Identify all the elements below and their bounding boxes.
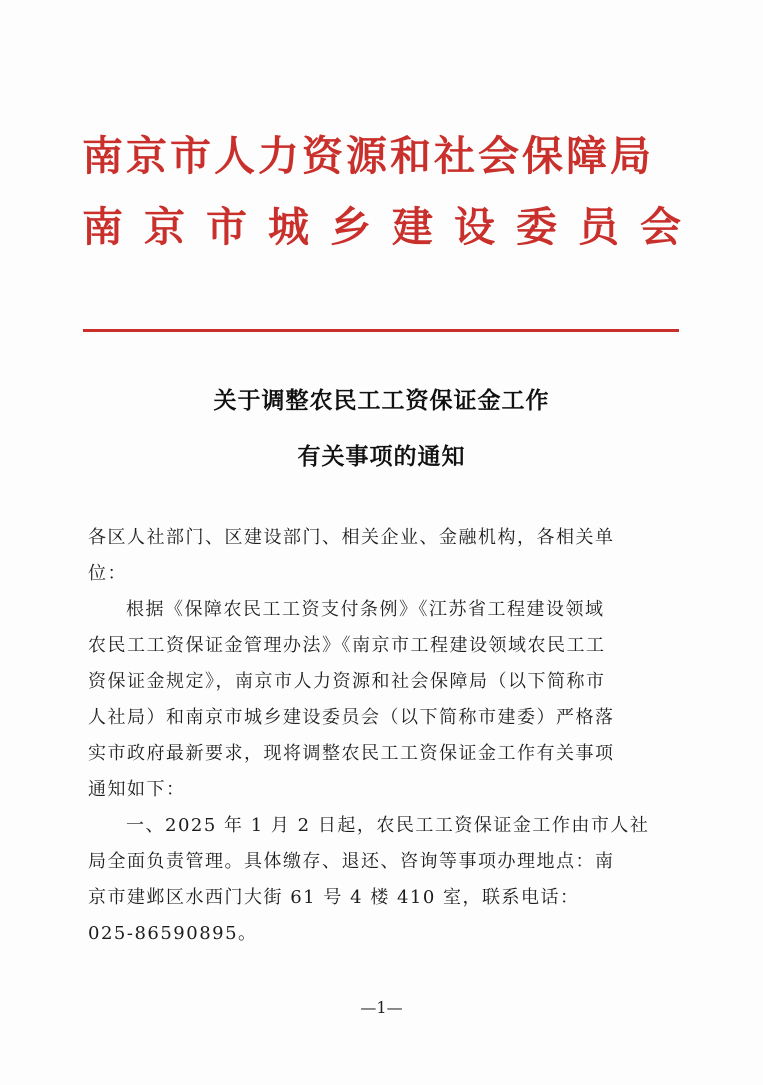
- body-line: 实市政府最新要求，现将调整农民工工资保证金工作有关事项: [88, 743, 615, 764]
- body-line: 各区人社部门、区建设部门、相关企业、金融机构，各相关单: [88, 527, 615, 548]
- document-title-line-1: 关于调整农民工工资保证金工作: [213, 387, 550, 414]
- body-line: 025-86590895。: [88, 923, 258, 944]
- body-line: 一、2025 年 1 月 2 日起，农民工工资保证金工作由市人社: [126, 815, 650, 836]
- page-number: —1—: [360, 998, 403, 1017]
- red-header-divider: [83, 329, 679, 332]
- body-line: 资保证金规定》，南京市人力资源和社会保障局（以下简称市: [88, 671, 606, 692]
- document-title-line-2: 有关事项的通知: [297, 443, 466, 470]
- document-body: [88, 520, 678, 952]
- body-line: 京市建邺区水西门大街 61 号 4 楼 410 室，联系电话：: [88, 887, 580, 908]
- body-line: 局全面负责管理。具体缴存、退还、咨询等事项办理地点：南: [88, 851, 615, 872]
- issuer-name-hrss: 南京市人力资源和社会保障局: [82, 132, 654, 180]
- body-line: 位：: [88, 563, 127, 584]
- body-line: 通知如下：: [88, 779, 186, 800]
- body-line: 根据《保障农民工工资支付条例》《江苏省工程建设领域: [126, 599, 605, 620]
- body-line: 人社局）和南京市城乡建设委员会（以下简称市建委）严格落: [88, 707, 615, 728]
- issuer-name-construction: 南京市城乡建设委员会: [82, 203, 702, 251]
- body-line: 农民工工资保证金管理办法》《南京市工程建设领域农民工工: [88, 635, 606, 656]
